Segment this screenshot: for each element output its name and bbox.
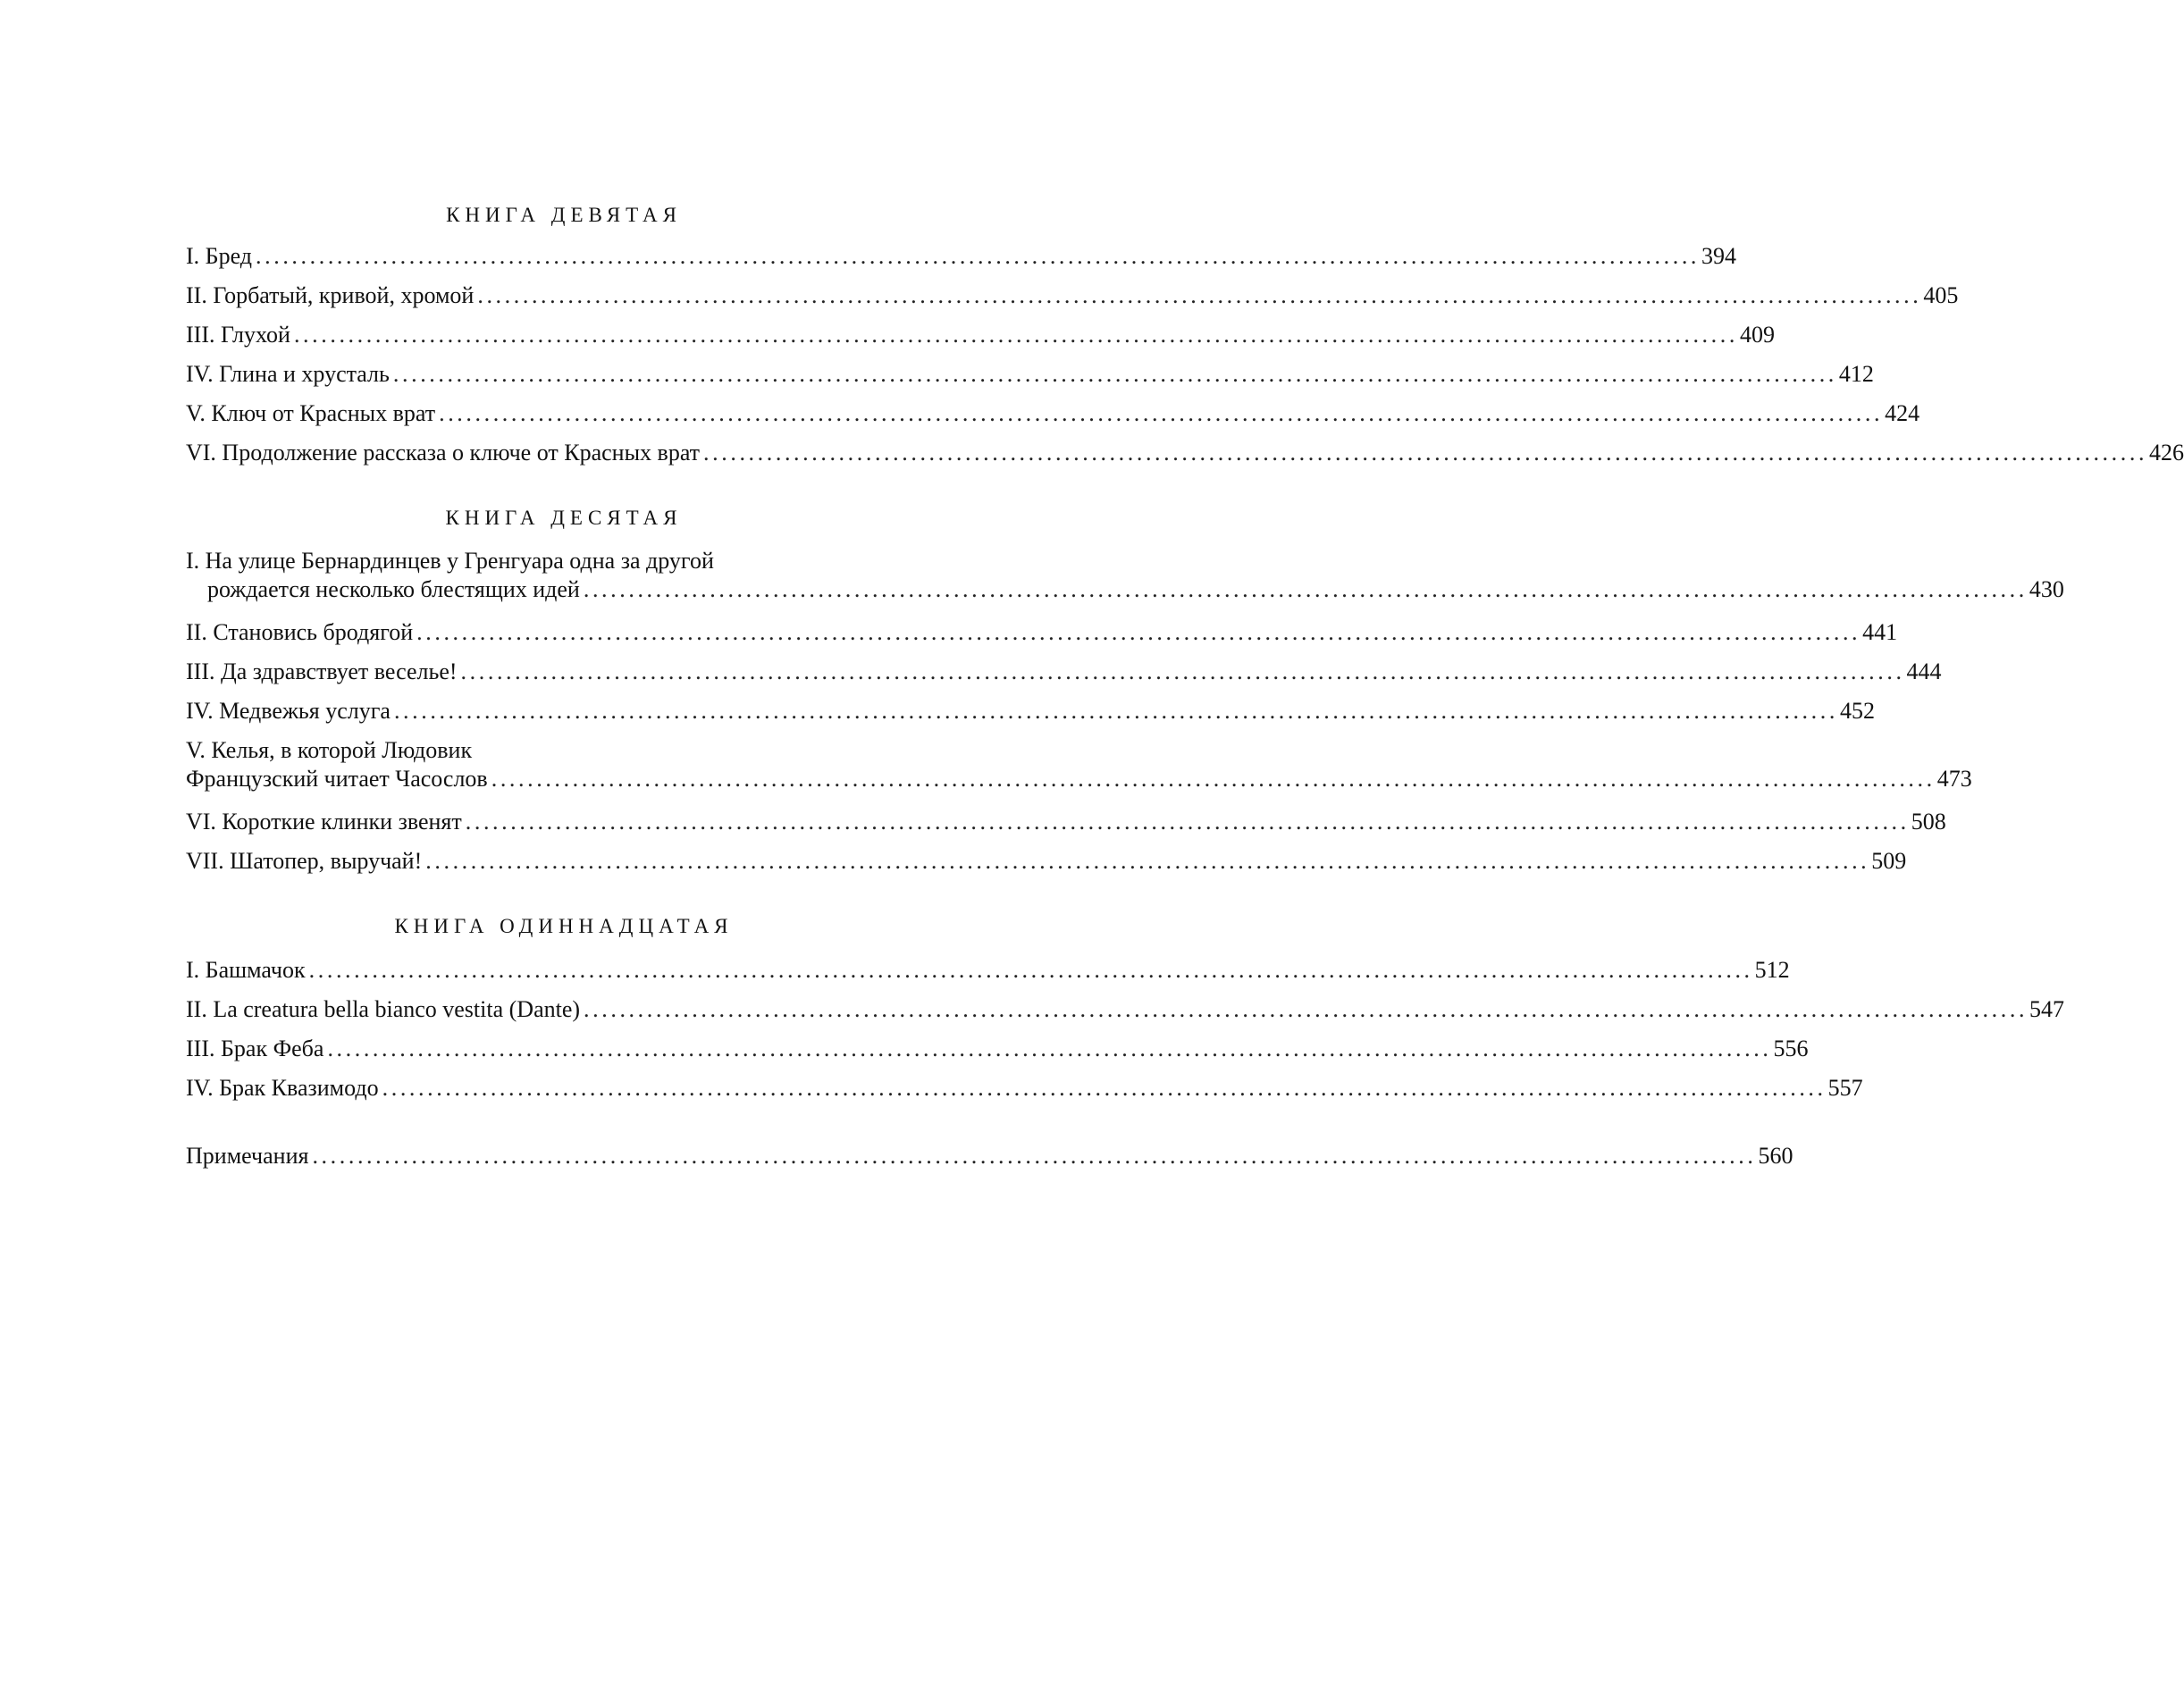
toc-entry[interactable] [186, 1074, 1863, 1103]
entry-page-number: 556 [1773, 1036, 1809, 1061]
entry-page-number: 424 [1885, 400, 1920, 426]
toc-entry[interactable] [186, 360, 1874, 389]
entry-page-number: 444 [1906, 658, 1942, 684]
entry-page-number: 394 [1701, 243, 1737, 269]
entry-title: I. Башмачок [186, 957, 306, 983]
dot-leader: ................................................................................................................................................................ [312, 1143, 1757, 1169]
toc-entry[interactable] [186, 399, 1920, 428]
dot-leader: ................................................................................................................................................................ [393, 698, 1838, 724]
dot-leader: ................................................................................................................................................................ [256, 243, 1701, 269]
toc-entry-notes[interactable] [186, 1142, 1793, 1170]
toc-entry[interactable] [186, 697, 1875, 726]
entry-page-number: 409 [1739, 322, 1775, 348]
entry-page-number: 412 [1838, 361, 1874, 387]
dot-leader: ................................................................................................................................................................ [327, 1036, 1772, 1061]
dot-leader: ................................................................................................................................................................ [703, 440, 2148, 466]
entry-title: II. La creatura bella bianco vestita (Dante) [186, 996, 581, 1022]
dot-leader: ................................................................................................................................................................ [460, 658, 1905, 684]
toc-entry[interactable] [186, 281, 1959, 310]
dot-leader: ................................................................................................................................................................ [416, 619, 1861, 645]
dot-leader: ................................................................................................................................................................ [293, 322, 1738, 348]
entry-page-number: 426 [2149, 440, 2184, 466]
toc-entry[interactable] [186, 956, 1790, 985]
entry-title: VII. Шатопер, выручай! [186, 848, 423, 874]
dot-leader: ................................................................................................................................................................ [477, 282, 1922, 308]
entry-title: VI. Продолжение рассказа о ключе от Красных врат [186, 440, 701, 466]
book-heading: КНИГА ДЕСЯТАЯ [445, 507, 683, 529]
entry-page-number: 473 [1936, 766, 1972, 792]
entry-title-line-1: V. Келья, в которой Людовик [186, 737, 473, 763]
toc-entry[interactable] [186, 242, 1737, 271]
entry-page-number: 560 [1758, 1143, 1793, 1169]
book-heading: КНИГА ОДИННАДЦАТАЯ [394, 915, 734, 937]
dot-leader: ................................................................................................................................................................ [425, 848, 1870, 874]
entry-page-number: 452 [1839, 698, 1875, 724]
entry-page-number: 557 [1827, 1075, 1863, 1101]
entry-title: III. Брак Феба [186, 1036, 324, 1061]
entry-page-number: 508 [1911, 809, 1946, 835]
entry-page-number: 547 [2029, 996, 2065, 1022]
dot-leader: ................................................................................................................................................................ [584, 996, 2029, 1022]
toc-entry[interactable] [186, 736, 1972, 793]
entry-page-number: 509 [1871, 848, 1907, 874]
entry-page-number: 512 [1754, 957, 1790, 983]
book-heading: КНИГА ДЕВЯТАЯ [446, 204, 682, 226]
dot-leader: ................................................................................................................................................................ [491, 766, 1936, 792]
entry-title: Примечания [186, 1143, 309, 1169]
dot-leader: ................................................................................................................................................................ [465, 809, 1910, 835]
entry-page-number: 405 [1923, 282, 1959, 308]
dot-leader: ................................................................................................................................................................ [382, 1075, 1827, 1101]
toc-entry[interactable] [186, 547, 2064, 604]
entry-title: II. Становись бродягой [186, 619, 414, 645]
entry-title: II. Горбатый, кривой, хромой [186, 282, 475, 308]
toc-entry[interactable] [186, 1035, 1809, 1063]
toc-entry[interactable] [186, 439, 2184, 467]
toc-entry[interactable] [186, 321, 1775, 349]
entry-title: рождается несколько блестящих идей [207, 576, 580, 602]
toc-entry[interactable] [186, 847, 1907, 876]
dot-leader: ................................................................................................................................................................ [439, 400, 1884, 426]
dot-leader: ................................................................................................................................................................ [392, 361, 1837, 387]
entry-title: IV. Медвежья услуга [186, 698, 391, 724]
entry-title: Французский читает Часослов [186, 766, 488, 792]
entry-title-line-1: I. На улице Бернардинцев у Гренгуара одна за другой [186, 548, 714, 574]
toc-entry[interactable] [186, 808, 1946, 836]
entry-title: IV. Брак Квазимодо [186, 1075, 379, 1101]
toc-entry[interactable] [186, 618, 1898, 647]
entry-page-number: 441 [1862, 619, 1898, 645]
entry-title: III. Глухой [186, 322, 290, 348]
entry-title: V. Ключ от Красных врат [186, 400, 436, 426]
dot-leader: ................................................................................................................................................................ [583, 576, 2028, 602]
entry-title: VI. Короткие клинки звенят [186, 809, 462, 835]
entry-title: III. Да здравствует веселье! [186, 658, 458, 684]
entry-title: IV. Глина и хрусталь [186, 361, 390, 387]
dot-leader: ................................................................................................................................................................ [308, 957, 1753, 983]
toc-entry[interactable] [186, 995, 2065, 1024]
toc-entry[interactable] [186, 658, 1942, 686]
entry-title: I. Бред [186, 243, 253, 269]
entry-page-number: 430 [2029, 576, 2064, 602]
